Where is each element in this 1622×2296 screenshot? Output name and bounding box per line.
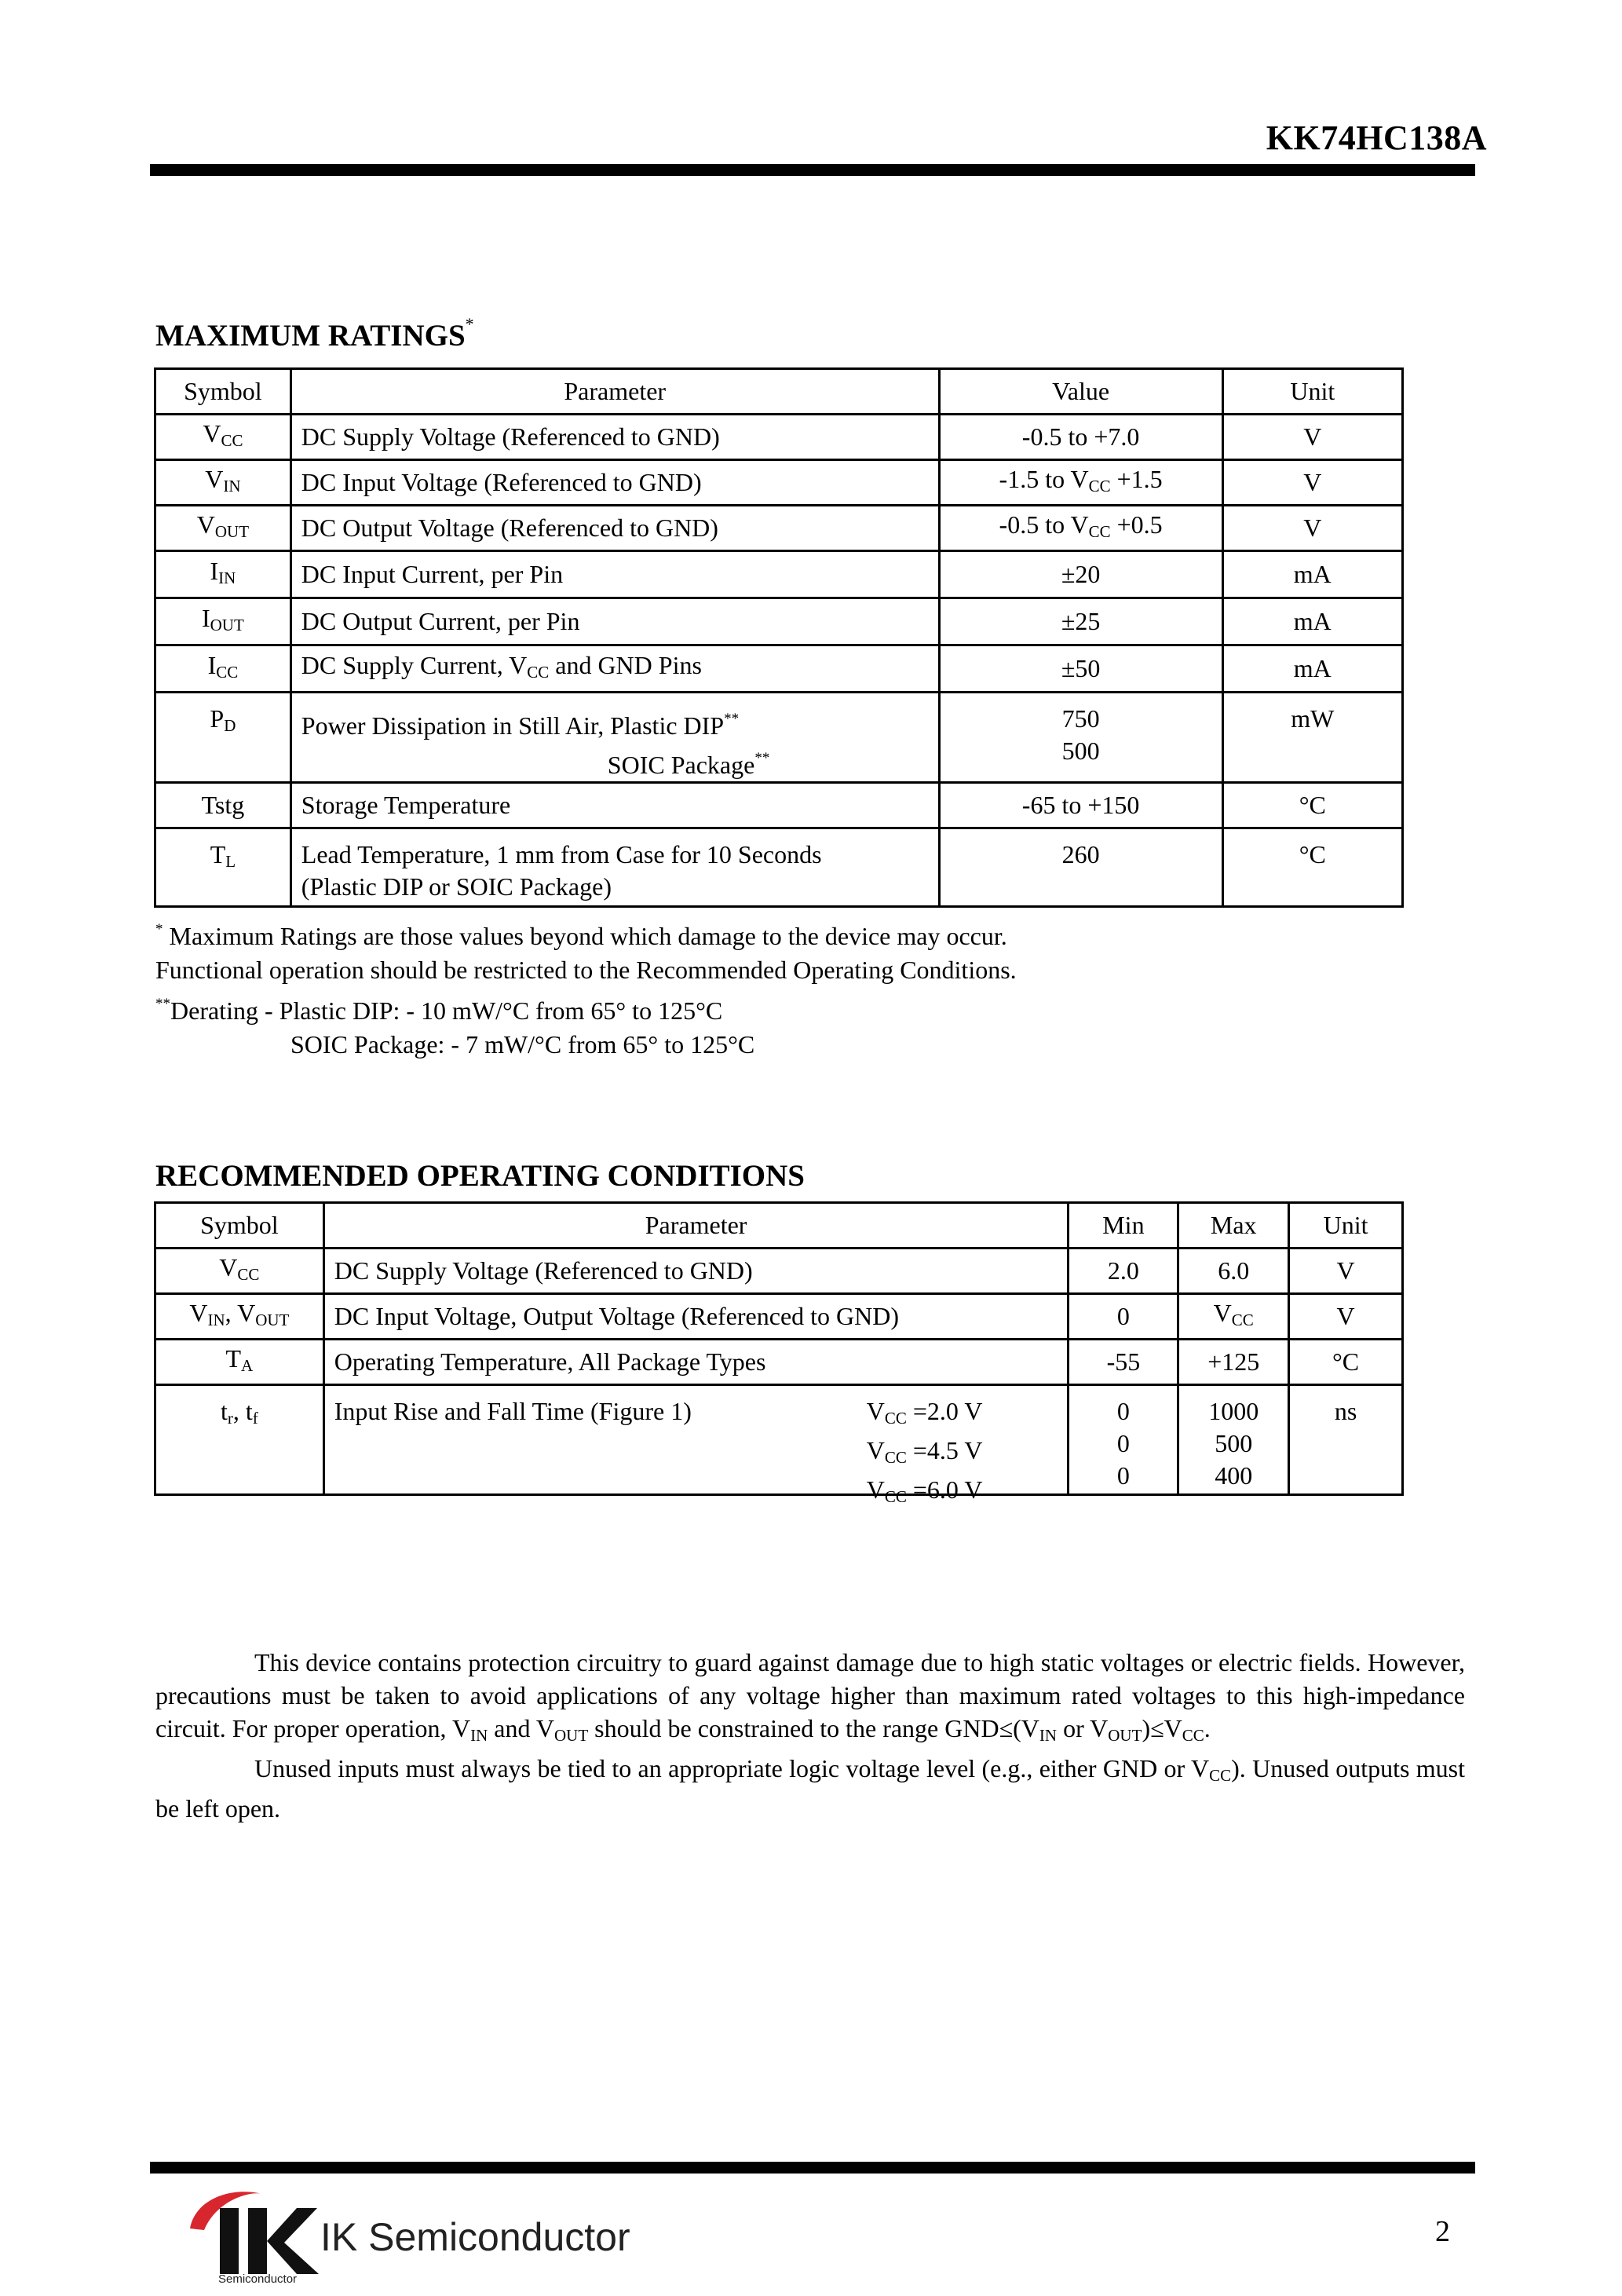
symbol-text: I (201, 603, 210, 632)
table-row (155, 598, 1403, 645)
symbol-text: V (219, 1252, 238, 1281)
logo-k-bar (248, 2208, 267, 2274)
parameter-cell: DC Supply Voltage (Referenced to GND) (290, 415, 939, 460)
table-row (155, 783, 1403, 828)
roc-title: RECOMMENDED OPERATING CONDITIONS (155, 1159, 805, 1193)
note-line (155, 987, 1017, 1028)
logo-k-arms (267, 2208, 319, 2274)
page-number: 2 (1435, 2215, 1450, 2248)
max-ratings-notes (155, 912, 1017, 1062)
paragraph-text: should be constrained to the range GND≤(V (588, 1714, 1039, 1742)
ik-logo-icon (181, 2183, 322, 2277)
logo-i-bar (220, 2208, 239, 2274)
parameter-cell: Operating Temperature, All Package Types (323, 1340, 1069, 1385)
max-cell (1178, 1294, 1289, 1340)
parameter-cell: DC Output Voltage (Referenced to GND) (290, 506, 939, 551)
condition-text: =2.0 V (906, 1397, 983, 1425)
paragraph-text: )≤V (1142, 1714, 1182, 1742)
max-ratings-title (155, 314, 474, 353)
unit-cell: °C (1222, 783, 1402, 828)
max-ratings-title-mark: * (465, 314, 474, 334)
symbol-cell (155, 598, 291, 645)
roc-table (154, 1201, 1404, 1506)
footer-rule (150, 2162, 1475, 2174)
value-text: -0.5 to V (999, 510, 1089, 539)
symbol-cell (155, 1249, 324, 1294)
value-subscript: CC (1088, 521, 1111, 541)
unit-cell: V (1289, 1294, 1403, 1340)
min-cell: -55 (1069, 1340, 1178, 1385)
note-line (155, 912, 1017, 953)
parameter-text: and GND Pins (549, 650, 702, 679)
symbol-subscript: f (252, 1409, 258, 1428)
condition-text: =4.5 V (906, 1436, 983, 1464)
max-subscript: CC (1231, 1310, 1254, 1329)
symbol-subscript: OUT (214, 521, 250, 541)
max-text: V (1213, 1298, 1232, 1327)
value-cell: ±50 (939, 645, 1222, 693)
note-text: Maximum Ratings are those values beyond which damage to the device may occur. (163, 922, 1007, 950)
symbol-subscript: IN (218, 568, 236, 587)
symbol-subscript: CC (237, 1264, 260, 1284)
parameter-text: Input Rise and Fall Time (Figure 1) (334, 1397, 692, 1425)
symbol-subscript: OUT (210, 615, 244, 634)
col-unit: Unit (1222, 369, 1402, 415)
paragraph-text: This device contains protection circuitry to guard against damage due to high static voltages or electric fields. However, precautions must be taken to avoid applications of any voltage higher than maximum rated voltages to this high-impedance circuit. For proper operation, V (155, 1648, 1465, 1742)
max-cell (1178, 1385, 1289, 1495)
symbol-cell (155, 1294, 324, 1340)
value-cell: 260 (939, 828, 1222, 907)
symbol-subscript: CC (216, 662, 239, 682)
symbol-text: V (196, 510, 215, 539)
max-ratings-table (154, 367, 1404, 908)
table-row (155, 1249, 1403, 1294)
value-cell (939, 460, 1222, 506)
condition-subscript: CC (884, 1487, 907, 1506)
symbol-subscript: IN (223, 476, 241, 495)
unit-cell: mW (1222, 693, 1402, 783)
paragraph-text: and V (488, 1714, 554, 1742)
paragraph-subscript: OUT (1108, 1726, 1142, 1745)
symbol-cell (155, 460, 291, 506)
table-row (155, 415, 1403, 460)
note-line: SOIC Package: - 7 mW/°C from 65° to 125°C (290, 1030, 755, 1058)
symbol-cell (155, 1340, 324, 1385)
min-cell: 0 (1069, 1294, 1178, 1340)
max-ratings-title-text: MAXIMUM RATINGS (155, 319, 466, 353)
parameter-cell (290, 828, 939, 907)
min-line: 0 (1116, 1461, 1130, 1490)
table-row (155, 506, 1403, 551)
symbol-text: V (189, 1298, 208, 1327)
max-line: 1000 (1208, 1397, 1259, 1425)
symbol-cell: Tstg (155, 783, 291, 828)
footnote-mark: ** (724, 711, 740, 727)
symbol-cell (155, 506, 291, 551)
symbol-subscript: r (227, 1409, 233, 1428)
value-cell: -65 to +150 (939, 783, 1222, 828)
paragraph-subscript: IN (470, 1726, 488, 1745)
value-cell (939, 693, 1222, 783)
symbol-subscript: IN (207, 1310, 225, 1329)
symbol-subscript: L (225, 852, 236, 871)
parameter-text: DC Supply Current, V (301, 650, 528, 679)
max-cell: 6.0 (1178, 1249, 1289, 1294)
symbol-cell (155, 828, 291, 907)
symbol-text: I (207, 650, 217, 679)
symbol-text: t (220, 1397, 228, 1425)
col-symbol: Symbol (155, 1203, 324, 1249)
table-row (155, 1294, 1403, 1340)
symbol-text: I (210, 556, 219, 585)
table-row (155, 1340, 1403, 1385)
parameter-cell (323, 1385, 1069, 1506)
company-name: IK Semiconductor (320, 2215, 630, 2259)
condition-text: V (866, 1475, 885, 1504)
unit-cell: V (1222, 506, 1402, 551)
symbol-cell (155, 1385, 324, 1495)
parameter-subscript: CC (527, 662, 550, 682)
symbol-text: V (203, 419, 221, 448)
value-subscript: CC (1088, 476, 1111, 495)
condition-line (867, 1395, 983, 1435)
max-ratings-header-row (155, 369, 1403, 415)
paragraph-text: . (1204, 1714, 1211, 1742)
symbol-text: T (225, 1344, 242, 1373)
parameter-text: Power Dissipation in Still Air, Plastic DIP (301, 711, 725, 740)
unit-cell: V (1222, 415, 1402, 460)
condition-text: V (866, 1436, 885, 1464)
part-number-header: KK74HC138A (1266, 119, 1487, 157)
logo-subtext: Semiconductor (218, 2272, 298, 2286)
col-parameter: Parameter (290, 369, 939, 415)
col-parameter: Parameter (323, 1203, 1069, 1249)
symbol-text: V (205, 464, 224, 493)
symbol-subscript: OUT (255, 1310, 290, 1329)
paragraph-text: or V (1057, 1714, 1109, 1742)
col-value: Value (939, 369, 1222, 415)
condition-text: V (866, 1397, 885, 1425)
table-row (155, 693, 1403, 783)
col-min: Min (1069, 1203, 1178, 1249)
parameter-cell: DC Supply Voltage (Referenced to GND) (323, 1249, 1069, 1294)
paragraph-text: ). Unused outputs must be left open. (155, 1754, 1466, 1823)
parameter-line: (Plastic DIP or SOIC Package) (301, 872, 612, 901)
max-line: 400 (1215, 1461, 1253, 1490)
protection-paragraph (155, 1646, 1465, 1825)
table-row (155, 828, 1403, 907)
symbol-subscript: D (224, 716, 236, 735)
symbol-cell (155, 551, 291, 598)
symbol-text: T (210, 840, 226, 868)
min-line: 0 (1116, 1429, 1130, 1457)
value-text: +1.5 (1110, 464, 1163, 493)
unit-cell: mA (1222, 645, 1402, 693)
parameter-line (301, 742, 929, 781)
max-cell: +125 (1178, 1340, 1289, 1385)
symbol-subscript: A (241, 1355, 254, 1375)
table-row (155, 1385, 1403, 1495)
paragraph-subscript: IN (1039, 1726, 1058, 1745)
parameter-cell (290, 645, 939, 693)
table-row (155, 551, 1403, 598)
table-row (155, 645, 1403, 693)
symbol-cell (155, 415, 291, 460)
col-symbol: Symbol (155, 369, 291, 415)
value-line: 750 (1061, 704, 1100, 733)
paragraph-2 (155, 1752, 1465, 1825)
parameter-line (301, 703, 929, 742)
symbol-cell (155, 693, 291, 783)
value-line: 500 (1061, 737, 1100, 765)
col-unit: Unit (1289, 1203, 1403, 1249)
condition-text: =6.0 V (906, 1475, 983, 1504)
condition-line (867, 1474, 983, 1513)
footnote-mark: * (155, 921, 163, 938)
value-cell: ±20 (939, 551, 1222, 598)
value-cell: ±25 (939, 598, 1222, 645)
symbol-text: , V (225, 1298, 256, 1327)
footnote-mark: ** (155, 996, 170, 1012)
paragraph-subscript: CC (1209, 1766, 1232, 1785)
parameter-cell: DC Output Current, per Pin (290, 598, 939, 645)
unit-cell: mA (1222, 598, 1402, 645)
condition-subscript: CC (884, 1448, 907, 1467)
min-line: 0 (1116, 1397, 1130, 1425)
symbol-text: , t (232, 1397, 253, 1425)
parameter-cell (290, 693, 939, 783)
unit-cell: V (1289, 1249, 1403, 1294)
symbol-cell (155, 645, 291, 693)
value-cell: -0.5 to +7.0 (939, 415, 1222, 460)
parameter-cell: DC Input Current, per Pin (290, 551, 939, 598)
paragraph-subscript: CC (1182, 1726, 1204, 1745)
parameter-cell: Storage Temperature (290, 783, 939, 828)
parameter-cell: DC Input Voltage, Output Voltage (Referenced to GND) (323, 1294, 1069, 1340)
col-max: Max (1178, 1203, 1289, 1249)
parameter-text: SOIC Package (607, 751, 755, 779)
header-rule (150, 164, 1475, 176)
value-cell (939, 506, 1222, 551)
table-row (155, 460, 1403, 506)
value-text: -1.5 to V (999, 464, 1089, 493)
symbol-subscript: CC (221, 430, 243, 450)
min-cell (1069, 1385, 1178, 1495)
parameter-cell: DC Input Voltage (Referenced to GND) (290, 460, 939, 506)
unit-cell: V (1222, 460, 1402, 506)
value-text: +0.5 (1110, 510, 1163, 539)
condition-list (867, 1395, 983, 1513)
parameter-line: Lead Temperature, 1 mm from Case for 10 Seconds (301, 840, 822, 868)
footnote-mark: ** (754, 750, 770, 766)
paragraph-subscript: OUT (553, 1726, 589, 1745)
note-text: Derating - Plastic DIP: - 10 mW/°C from 65° to 125°C (170, 996, 723, 1025)
min-cell: 2.0 (1069, 1249, 1178, 1294)
unit-cell: mA (1222, 551, 1402, 598)
roc-header-row (155, 1203, 1403, 1249)
condition-line (867, 1435, 983, 1474)
unit-cell: °C (1222, 828, 1402, 907)
condition-subscript: CC (884, 1409, 907, 1428)
unit-cell: °C (1289, 1340, 1403, 1385)
paragraph-text: Unused inputs must always be tied to an appropriate logic voltage level (e.g., either GND or V (254, 1754, 1210, 1782)
max-line: 500 (1215, 1429, 1253, 1457)
note-line: Functional operation should be restricted to the Recommended Operating Conditions. (155, 956, 1017, 984)
unit-cell: ns (1289, 1385, 1403, 1495)
paragraph-1 (155, 1646, 1465, 1752)
symbol-text: P (210, 704, 225, 733)
